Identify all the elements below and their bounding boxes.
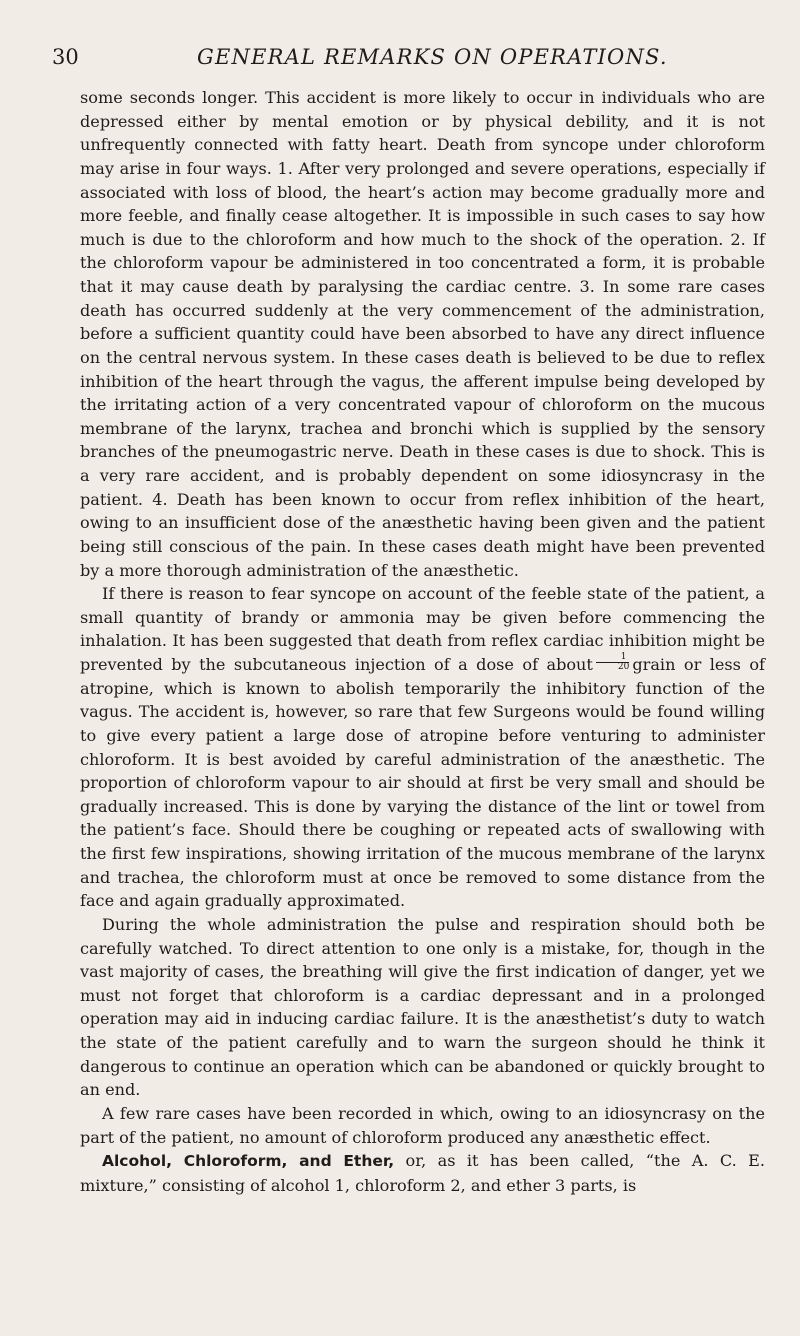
paragraph-text: grain or less of atropine, which is known to abolish temporarily the inhibitory function of the vagus. The accident is, however, so rare that few Surgeons would be found willing to give every patient a large dose of atropine before venturing to administer chloroform. It is best avoided by careful administration of the anæsthetic. The proportion of chloroform vapour to air should at first be very small and should be gradually increased. This is done by varying the distance of the lint or towel from the patient’s face. Should there be coughing or repeated acts of swallowing with the first few inspirations, showing irritation of the mucous membrane of the larynx and trachea, the chloroform must at once be removed to some distance from the face and again gradually approximated. <box>80 655 765 911</box>
fraction-numerator: 1 <box>596 653 629 663</box>
paragraph-text: some seconds longer. This accident is more likely to occur in individuals who are depressed either by mental emotion or by physical debility, and it is not unfrequently connected with fatty heart. Death from syncope under chloroform may arise in four ways. 1. After very prolonged and severe operations, especially if associated with loss of blood, the heart’s action may become gradually more and more feeble, and finally cease altogether. It is impossible in such cases to say how much is due to the chloroform and how much to the shock of the operation. 2. If the chloroform vapour be administered in too concentrated a form, it is probable that it may cause death by paralysing the cardiac centre. 3. In some rare cases death has occurred suddenly at the very commencement of the administration, before a sufficient quantity could have been absorbed to have any direct influence on the central nervous system. In these cases death is believed to be due to reflex inhibition of the heart through the vagus, the afferent impulse being developed by the irritating action of a very concentrated vapour of chloroform on the mucous membrane of the larynx, trachea and bronchi which is supplied by the sensory branches of the pneumogastric nerve. Death in these cases is due to shock. This is a very rare accident, and is probably dependent on some idiosyncrasy in the patient. 4. Death has been known to occur from reflex inhibition of the heart, owing to an insufficient dose of the anæsthetic having been given and the patient being still conscious of the pain. In these cases death might have been prevented by a more thorough administration of the anæsthetic. <box>80 88 765 580</box>
paragraph-prevention <box>80 582 765 913</box>
page-number: 30 <box>52 45 79 69</box>
paragraph-text: If there is reason to fear syncope on account of the feeble state of the patient, a small quantity of brandy or ammonia may be given before commencing the inhalation. It has been suggested that death from reflex cardiac inhibition might be prevented by the subcutaneous injection of a dose of about <box>80 584 765 674</box>
running-head: GENERAL REMARKS ON OPERATIONS. <box>197 45 668 69</box>
paragraph-idiosyncrasy <box>80 1102 765 1149</box>
paragraph-text: or, as it has been called, “the A. C. E. mixture,” consisting of alcohol 1, chloroform 2, and ether 3 parts, is <box>80 1151 765 1195</box>
page-header <box>52 42 752 74</box>
section-lead: Alcohol, Chloroform, and Ether, <box>102 1152 395 1171</box>
fraction <box>596 653 629 672</box>
paragraph-text: A few rare cases have been recorded in which, owing to an idiosyncrasy on the part of the patient, no amount of chloroform produced any anæsthetic effect. <box>80 1103 765 1147</box>
paragraph-syncope-causes <box>80 86 765 582</box>
body-text <box>80 86 765 1197</box>
paragraph-monitoring <box>80 913 765 1102</box>
paragraph-ace-mixture <box>80 1149 765 1197</box>
fraction-denominator: 20 <box>617 662 630 672</box>
paragraph-text: During the whole administration the pulse and respiration should both be carefully watched. To direct attention to one only is a mistake, for, though in the vast majority of cases, the breathing will give the first indication of danger, yet we must not forget that chloroform is a cardiac depressant and in a prolonged operation may aid in inducing cardiac failure. It is the anæsthetist’s duty to watch the state of the patient carefully and to warn the surgeon should he think it dangerous to continue an operation which can be abandoned or quickly brought to an end. <box>80 914 765 1100</box>
